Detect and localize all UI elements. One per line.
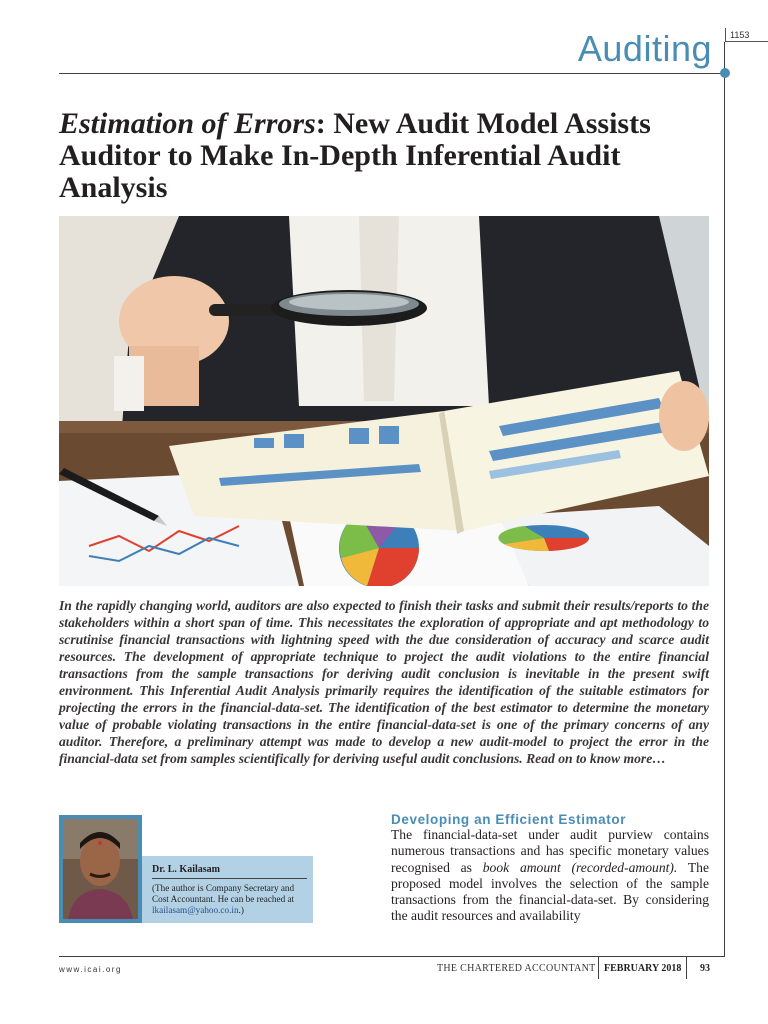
body-text-2: The proposed model involves the selection of the sample transactions from the financial-data-set. By considering the audit resources and availability bbox=[391, 859, 709, 924]
footer-issue-date: FEBRUARY 2018 bbox=[604, 963, 682, 974]
footer-website-link[interactable]: www.icai.org bbox=[59, 965, 122, 974]
author-bio-text: (The author is Company Secretary and Cost Accountant. He can be reached at bbox=[152, 883, 295, 904]
body-text-italic: book amount (recorded-amount). bbox=[482, 859, 678, 875]
section-subheading: Developing an Efficient Estimator bbox=[391, 812, 627, 827]
author-photo bbox=[59, 815, 142, 923]
footer-separator bbox=[686, 957, 687, 979]
author-portrait bbox=[63, 819, 138, 919]
article-abstract: In the rapidly changing world, auditors are also expected to finish their tasks and submit their results/reports to the stakeholders within a short span of time. This necessitates the exploration of appropriate and apt methodology to scrutinise financial transactions with lightning speed with the due consideration of accuracy and scarce audit resources. The development of appropriate technique to project the audit violations to the entire financial transactions from the sample transactions for deriving audit conclusion is inevitable in the present swift environment. This Inferential Audit Analysis primarily requires the identification of the suitable estimators for projecting the errors in the financial-data-set. The identification of the best estimator to determine the monetary value of probable violating transactions in the entire financial-data-set is one of the primary concerns of any auditor. Therefore, a preliminary attempt was made to develop a new audit-model to project the error in the financial-data set from samples scientifically for deriving useful audit conclusions. Read on to know more… bbox=[59, 598, 709, 766]
footer-divider bbox=[59, 956, 725, 957]
author-bio bbox=[152, 883, 307, 916]
author-bio-end: .) bbox=[238, 905, 244, 915]
body-text-1: The financial-data-set under audit purview contains numerous transactions and has specific monetary values recognised as bbox=[391, 827, 709, 875]
section-title: Auditing bbox=[577, 28, 712, 69]
author-info-box bbox=[142, 856, 313, 923]
hero-photo bbox=[59, 216, 709, 586]
page-number: 1153 bbox=[725, 28, 768, 42]
body-paragraph bbox=[391, 827, 709, 925]
article-title-italic: Estimation of Errors bbox=[59, 107, 316, 140]
author-email-link[interactable]: lkailasam@yahoo.co.in bbox=[152, 905, 239, 915]
margin-rule bbox=[724, 42, 725, 956]
author-name: Dr. L. Kailasam bbox=[152, 864, 307, 879]
article-title-rest: : New Audit Model Assists Auditor to Make In-Depth Inferential Audit Analysis bbox=[59, 107, 651, 204]
header-dot-ornament bbox=[720, 68, 730, 78]
article-title bbox=[59, 108, 719, 204]
header-divider bbox=[59, 73, 725, 74]
footer-journal-name: THE CHARTERED ACCOUNTANT bbox=[437, 963, 596, 974]
footer-separator bbox=[598, 957, 599, 979]
magnifying-glass-report-illustration bbox=[59, 216, 709, 586]
footer-page-number: 93 bbox=[700, 963, 710, 974]
